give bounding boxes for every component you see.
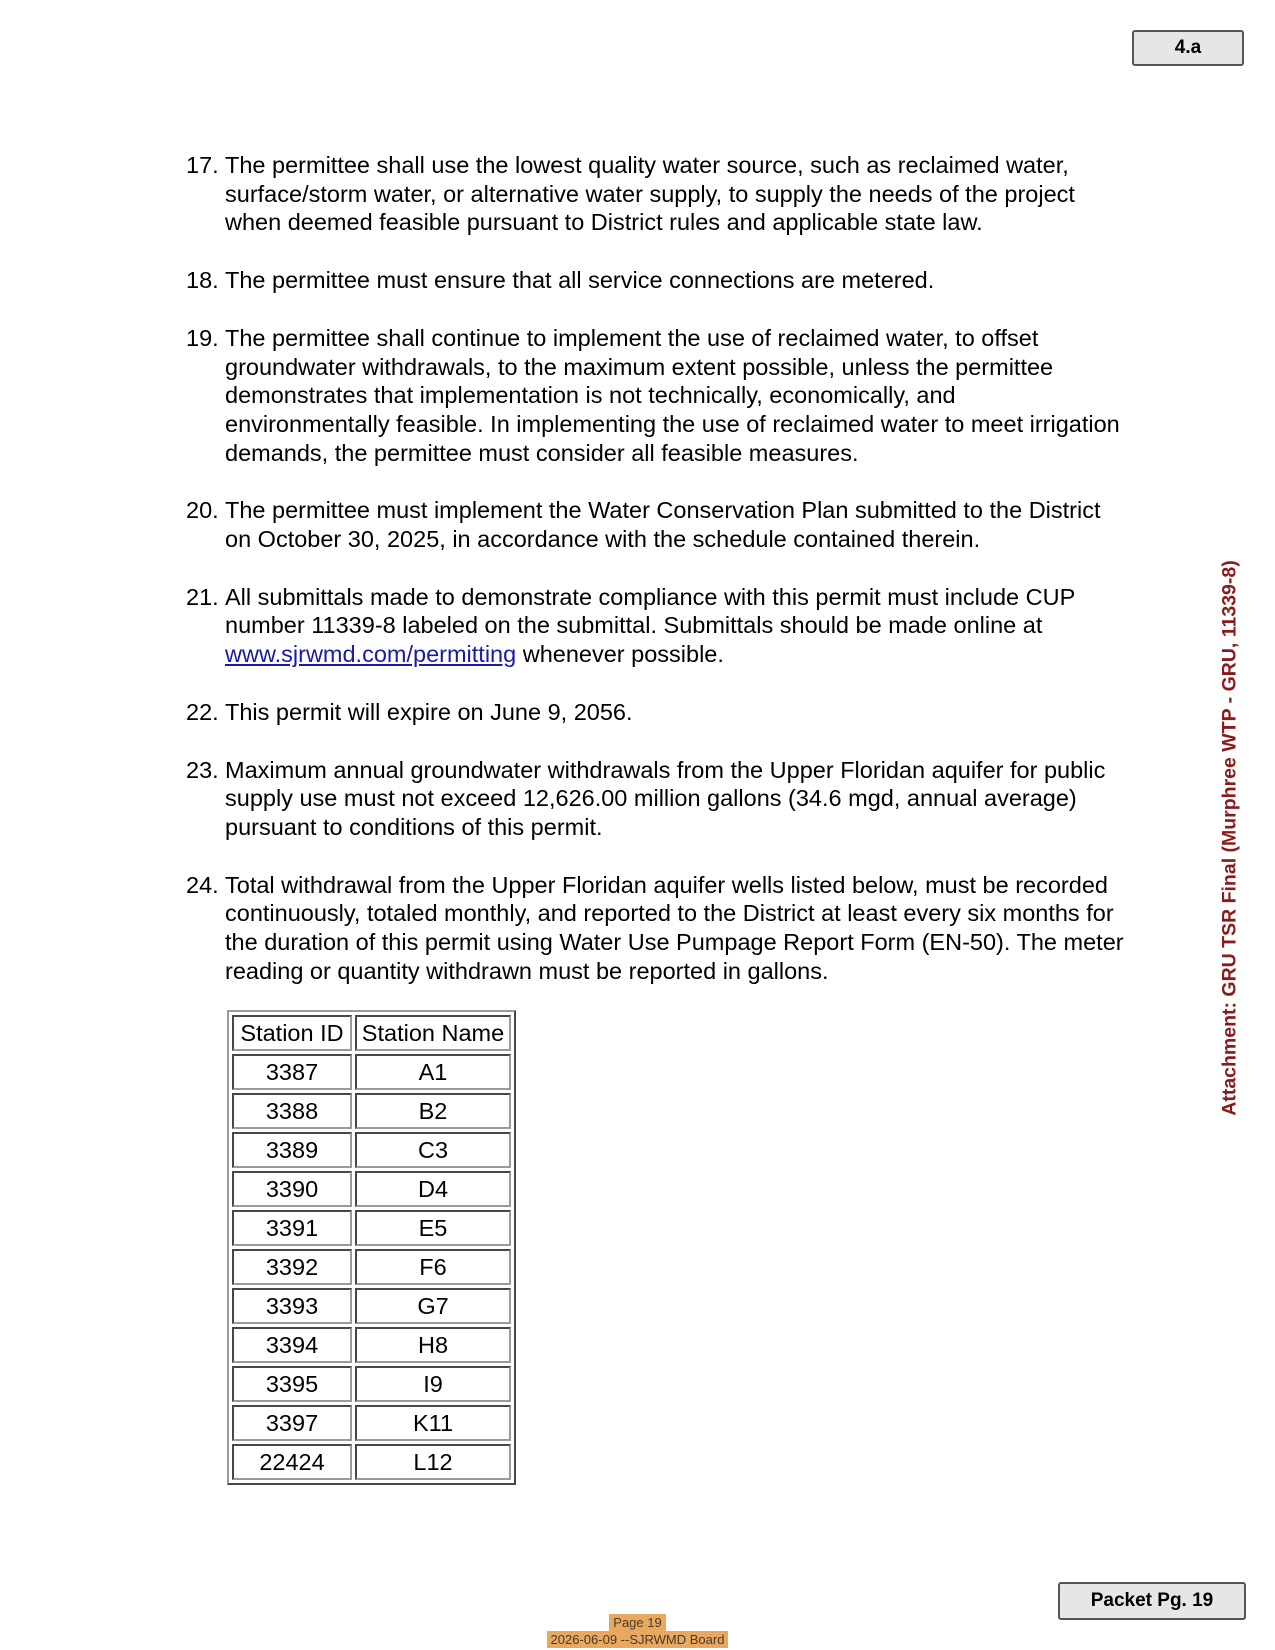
table-row [232, 1210, 511, 1246]
table-row [232, 1171, 511, 1207]
station-name-cell: A1 [355, 1054, 511, 1090]
station-name-cell: C3 [355, 1132, 511, 1168]
station-id-cell: 3393 [232, 1288, 352, 1324]
condition-21 [186, 583, 1126, 669]
condition-19 [186, 324, 1126, 468]
condition-number: 24. [186, 871, 219, 898]
station-id-cell: 22424 [232, 1444, 352, 1480]
permitting-link[interactable]: www.sjrwmd.com/permitting [225, 641, 517, 668]
packet-page-number: Packet Pg. 19 [1058, 1582, 1246, 1620]
condition-24 [186, 871, 1126, 986]
condition-22 [186, 698, 1126, 727]
condition-text [225, 583, 1126, 669]
condition-20 [186, 496, 1126, 553]
condition-number: 20. [186, 497, 219, 524]
station-name-cell: D4 [355, 1171, 511, 1207]
condition-17 [186, 151, 1126, 237]
station-id-cell: 3387 [232, 1054, 352, 1090]
station-id-cell: 3388 [232, 1093, 352, 1129]
column-header-station-id: Station ID [232, 1015, 352, 1051]
table-row [232, 1327, 511, 1363]
table-row [232, 1054, 511, 1090]
station-name-cell: H8 [355, 1327, 511, 1363]
condition-text: The permittee must ensure that all service connections are metered. [225, 267, 935, 294]
station-table [227, 1010, 516, 1485]
station-id-cell: 3395 [232, 1366, 352, 1402]
condition-18 [186, 266, 1126, 295]
condition-text: Maximum annual groundwater withdrawals from the Upper Floridan aquifer for public supply use must not exceed 12,626.00 million gallons (34.6 mgd, annual average) pursuant to conditions of this permit. [225, 756, 1106, 840]
table-row [232, 1288, 511, 1324]
agenda-item-tag: 4.a [1132, 30, 1244, 66]
table-row [232, 1249, 511, 1285]
condition-number: 23. [186, 756, 219, 783]
condition-text: The permittee shall use the lowest quality water source, such as reclaimed water, surface/storm water, or alternative water supply, to supply the needs of the project when deemed feasible pursuant to District rules and applicable state law. [225, 152, 1075, 236]
station-name-cell: I9 [355, 1366, 511, 1402]
condition-number: 19. [186, 324, 219, 351]
footer-meeting: 2026-06-09 --SJRWMD Board [547, 1631, 729, 1648]
station-id-cell: 3392 [232, 1249, 352, 1285]
condition-text: This permit will expire on June 9, 2056. [225, 698, 633, 725]
table-row [232, 1366, 511, 1402]
condition-text-before-link: All submittals made to demonstrate compliance with this permit must include CUP number 11339-8 labeled on the submittal. Submittals should be made online at [225, 583, 1075, 639]
footer-stamp [0, 1614, 1275, 1648]
station-name-cell: F6 [355, 1249, 511, 1285]
column-header-station-name: Station Name [355, 1015, 511, 1051]
station-name-cell: K11 [355, 1405, 511, 1441]
table-row [232, 1132, 511, 1168]
attachment-label: Attachment: GRU TSR Final (Murphree WTP - GRU, 11339-8) [1218, 560, 1241, 1116]
table-header-row [232, 1015, 511, 1051]
permit-conditions-list [186, 151, 1126, 1014]
footer-page-number: Page 19 [609, 1614, 665, 1631]
station-id-cell: 3394 [232, 1327, 352, 1363]
condition-number: 22. [186, 698, 219, 725]
condition-number: 21. [186, 583, 219, 610]
condition-text: The permittee shall continue to implement the use of reclaimed water, to offset groundwater withdrawals, to the maximum extent possible, unless the permittee demonstrates that implementation is not technically, economically, and environmentally feasible. In implementing the use of reclaimed water to meet irrigation demands, the permittee must consider all feasible measures. [225, 324, 1120, 466]
station-id-cell: 3391 [232, 1210, 352, 1246]
condition-23 [186, 756, 1126, 842]
station-name-cell: G7 [355, 1288, 511, 1324]
condition-number: 18. [186, 267, 219, 294]
condition-text: The permittee must implement the Water Conservation Plan submitted to the District on October 30, 2025, in accordance with the schedule contained therein. [225, 497, 1101, 553]
station-id-cell: 3390 [232, 1171, 352, 1207]
table-row [232, 1444, 511, 1480]
station-name-cell: L12 [355, 1444, 511, 1480]
station-name-cell: B2 [355, 1093, 511, 1129]
condition-text-after-link: whenever possible. [516, 641, 724, 668]
table-row [232, 1405, 511, 1441]
condition-number: 17. [186, 152, 219, 178]
table-row [232, 1093, 511, 1129]
station-name-cell: E5 [355, 1210, 511, 1246]
station-id-cell: 3397 [232, 1405, 352, 1441]
station-id-cell: 3389 [232, 1132, 352, 1168]
condition-text: Total withdrawal from the Upper Floridan aquifer wells listed below, must be recorded continuously, totaled monthly, and reported to the District at least every six months for the duration of this permit using Water Use Pumpage Report Form (EN-50). The meter reading or quantity withdrawn must be reported in gallons. [225, 871, 1124, 984]
